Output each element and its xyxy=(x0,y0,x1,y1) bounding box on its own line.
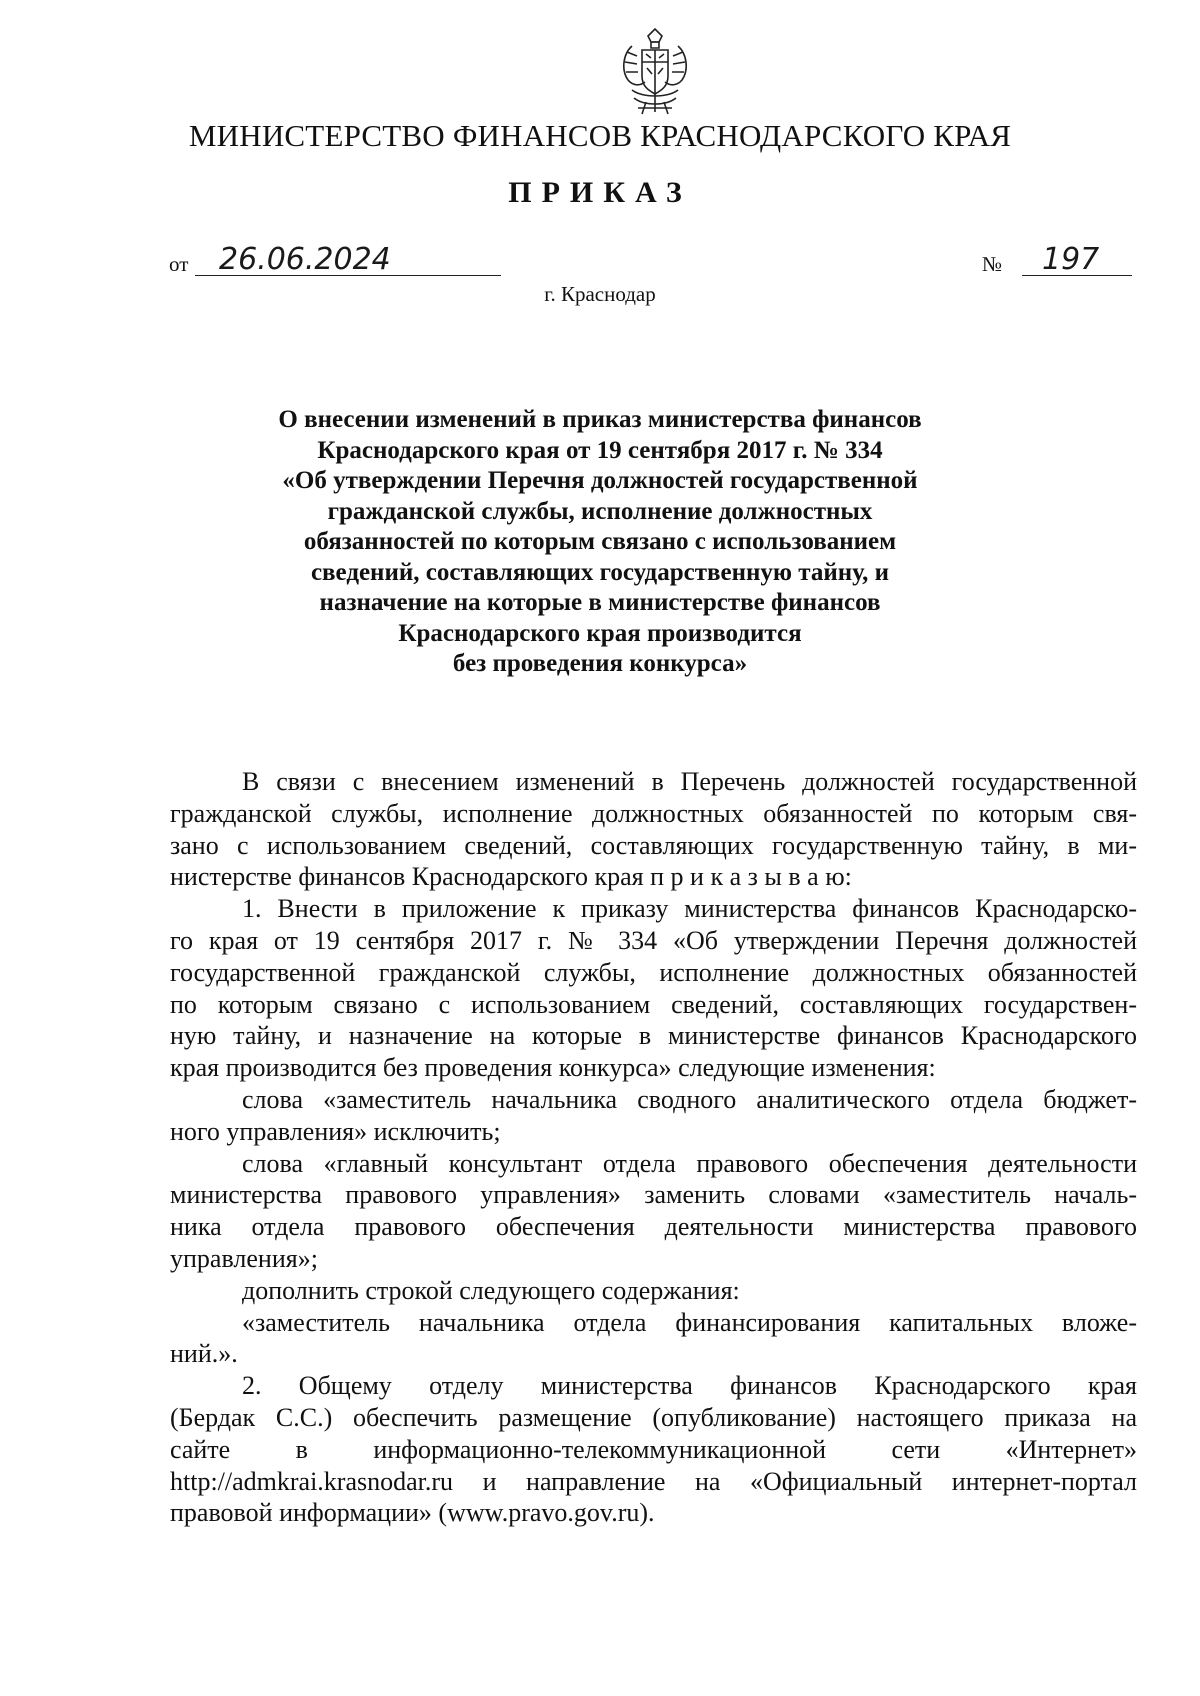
body-line: дополнить строкой следующего содержания: xyxy=(242,1275,740,1305)
city-name: г. Краснодар xyxy=(544,282,656,306)
heading-line: гражданской службы, исполнение должностных xyxy=(327,497,873,525)
body-line: правовой информации» (www.pravo.gov.ru). xyxy=(170,1498,655,1528)
body-line: ную тайну, и назначение на которые в министерстве финансов Краснодарского xyxy=(170,1021,1137,1051)
order-body xyxy=(170,766,1137,1529)
body-line: слова «заместитель начальника сводного аналитического отдела бюджет- xyxy=(242,1084,1137,1114)
body-line: края производится без проведения конкурса» следующие изменения: xyxy=(170,1053,936,1083)
ministry-name: МИНИСТЕРСТВО ФИНАНСОВ КРАСНОДАРСКОГО КРАЯ xyxy=(188,118,1012,153)
document-type-title: ПРИКАЗ xyxy=(508,176,692,209)
body-line: ний.». xyxy=(170,1339,238,1369)
date-prefix: от xyxy=(169,252,189,276)
heading-line: сведений, составляющих государственную тайну, и xyxy=(310,558,890,586)
heading-line: назначение на которые в министерстве финансов xyxy=(319,589,881,616)
heading-line: Краснодарского края от 19 сентября 2017 г. № 334 xyxy=(317,436,883,464)
body-line: ного управления» исключить; xyxy=(170,1116,501,1146)
body-line: государственной гражданской службы, исполнение должностных обязанностей xyxy=(170,957,1137,987)
heading-line: О внесении изменений в приказ министерства финансов xyxy=(278,406,922,433)
body-line: нистерстве финансов Краснодарского края п р и к а з ы в а ю: xyxy=(170,862,852,892)
body-line: по которым связано с использованием сведений, составляющих государствен- xyxy=(170,989,1137,1019)
handwritten-number: 197 xyxy=(1042,242,1100,277)
number-sign: № xyxy=(982,252,1003,276)
body-line: управления»; xyxy=(170,1243,318,1273)
heading-line: «Об утверждении Перечня должностей государственной xyxy=(282,467,918,494)
order-heading xyxy=(200,405,1000,680)
body-line: В связи с внесением изменений в Перечень должностей государственной xyxy=(242,767,1137,796)
body-line: «заместитель начальника отдела финансирования капитальных вложе- xyxy=(242,1307,1137,1337)
body-line: сайте в информационно-телекоммуникационной сети «Интернет» xyxy=(170,1434,1137,1464)
body-line: (Бердак С.С.) обеспечить размещение (опубликование) настоящего приказа на xyxy=(170,1402,1137,1432)
body-line: 2. Общему отделу министерства финансов Краснодарского края xyxy=(242,1371,1137,1401)
body-line: гражданской службы, исполнение должностных обязанностей по которым свя- xyxy=(170,798,1137,828)
heading-line: Краснодарского края производится xyxy=(398,619,802,647)
body-line: ника отдела правового обеспечения деятельности министерства правового xyxy=(170,1212,1137,1242)
heading-line: обязанностей по которым связано с использованием xyxy=(303,528,897,555)
heading-line: без проведения конкурса» xyxy=(452,650,748,677)
body-line: слова «главный консультант отдела правового обеспечения деятельности xyxy=(242,1148,1137,1178)
coat-of-arms-icon xyxy=(618,26,692,116)
body-line: зано с использованием сведений, составляющих государственную тайну, в ми- xyxy=(170,830,1137,860)
handwritten-date: 26.06.2024 xyxy=(219,242,391,277)
body-line: 1. Внести в приложение к приказу министерства финансов Краснодарско- xyxy=(242,894,1137,924)
body-line: министерства правового управления» заменить словами «заместитель началь- xyxy=(170,1180,1137,1210)
body-line: http://admkrai.krasnodar.ru и направление на «Официальный интернет-портал xyxy=(170,1466,1137,1496)
body-line: го края от 19 сентября 2017 г. № 334 «Об утверждении Перечня должностей xyxy=(170,925,1137,955)
